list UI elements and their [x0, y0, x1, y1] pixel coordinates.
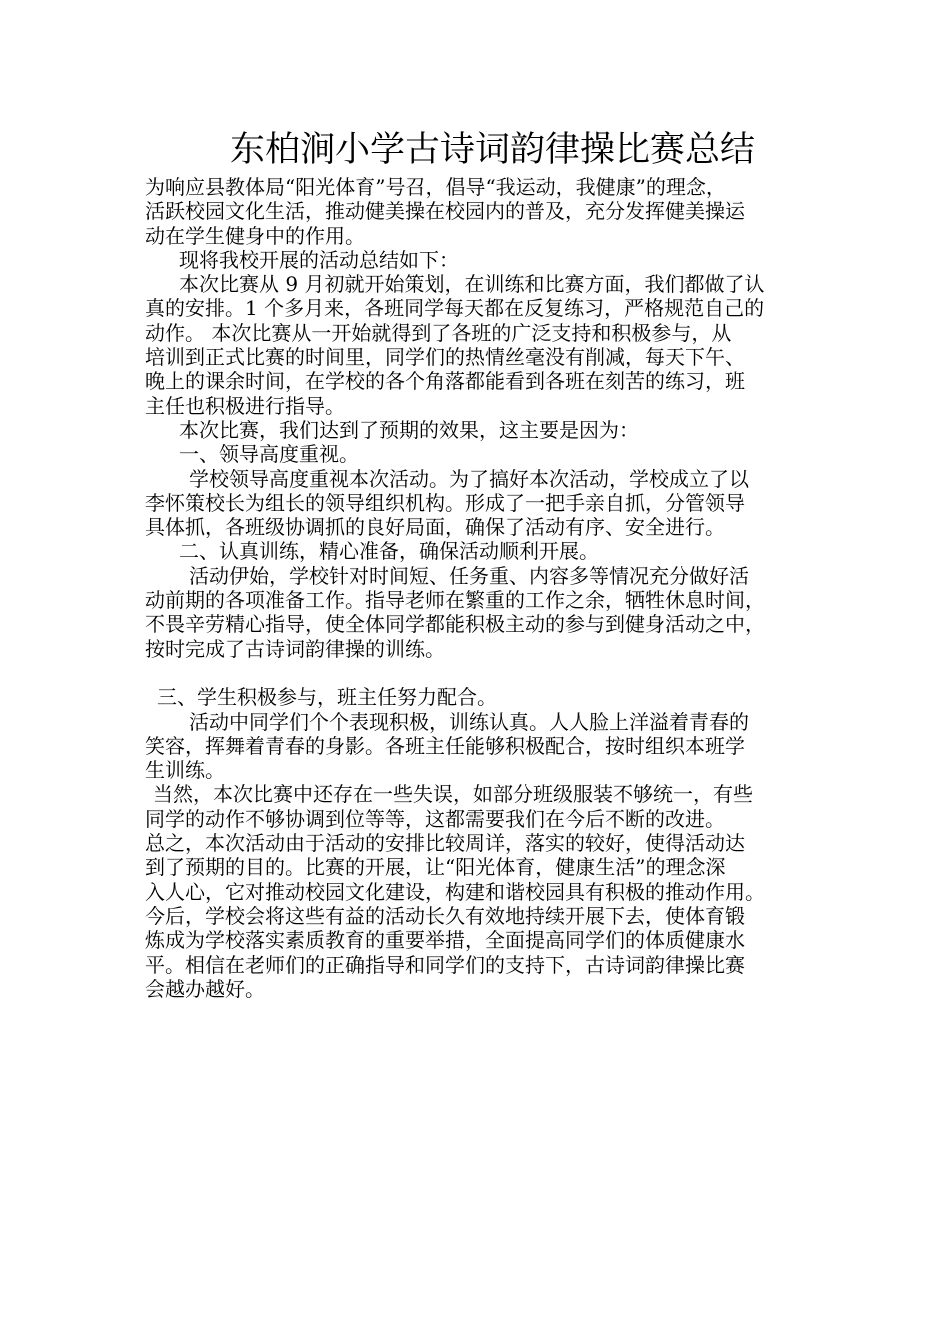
paragraph-line: 平。相信在老师们的正确指导和同学们的支持下，古诗词韵律操比赛: [145, 952, 745, 977]
blank-line: [145, 661, 825, 685]
document-title: 东柏涧小学古诗词韵律操比赛总结: [229, 130, 755, 170]
paragraph-line: 动前期的各项准备工作。指导老师在繁重的工作之余，牺牲休息时间，: [145, 588, 765, 613]
paragraph-line: 生训练。: [145, 758, 225, 783]
section-heading: 二、认真训练，精心准备，确保活动顺利开展。: [179, 539, 599, 564]
paragraph-line: 动作。 本次比赛从一开始就得到了各班的广泛支持和积极参与，从: [145, 320, 732, 345]
paragraph-line: 本次比赛，我们达到了预期的效果，这主要是因为：: [179, 417, 639, 442]
paragraph-line: 会越办越好。: [145, 976, 265, 1001]
paragraph-line: 具体抓，各班级协调抓的良好局面，确保了活动有序、安全进行。: [145, 515, 725, 540]
paragraph-line: 李怀策校长为组长的领导组织机构。形成了一把手亲自抓，分管领导: [145, 490, 745, 515]
paragraph-line: 活动中同学们个个表现积极，训练认真。人人脸上洋溢着青春的: [189, 709, 749, 734]
paragraph-line: 为响应县教体局“阳光体育”号召，倡导“我运动，我健康”的理念，: [145, 175, 726, 199]
paragraph-line: 到了预期的目的。比赛的开展，让“阳光体育，健康生活”的理念深: [145, 855, 726, 880]
paragraph-line: 动在学生健身中的作用。: [145, 223, 365, 248]
paragraph-line: 今后，学校会将这些有益的活动长久有效地持续开展下去，使体育锻: [145, 903, 745, 928]
paragraph-line: 不畏辛劳精心指导，使全体同学都能积极主动的参与到健身活动之中，: [145, 612, 765, 637]
paragraph-line: 入人心，它对推动校园文化建设，构建和谐校园具有积极的推动作用。: [145, 879, 765, 904]
paragraph-line: 总之，本次活动由于活动的安排比较周详，落实的较好，使得活动达: [145, 831, 745, 856]
paragraph-line: 同学的动作不够协调到位等等，这都需要我们在今后不断的改进。: [145, 806, 725, 831]
document-body: [145, 175, 825, 1001]
paragraph-line: 笑容，挥舞着青春的身影。各班主任能够积极配合，按时组织本班学: [145, 733, 745, 758]
paragraph-line: 现将我校开展的活动总结如下：: [179, 247, 459, 272]
paragraph-line: 活跃校园文化生活，推动健美操在校园内的普及，充分发挥健美操运: [145, 199, 745, 224]
paragraph-line: 培训到正式比赛的时间里，同学们的热情丝毫没有削减，每天下午、: [145, 345, 745, 370]
section-heading: 一、领导高度重视。: [179, 442, 359, 467]
paragraph-line: 学校领导高度重视本次活动。为了搞好本次活动，学校成立了以: [189, 466, 749, 491]
section-heading: 三、学生积极参与，班主任努力配合。: [157, 685, 497, 710]
paragraph-line: 本次比赛从 9 月初就开始策划，在训练和比赛方面，我们都做了认: [179, 272, 765, 297]
paragraph-line: 按时完成了古诗词韵律操的训练。: [145, 636, 445, 661]
paragraph-line: 真的安排。1 个多月来，各班同学每天都在反复练习，严格规范自己的: [145, 296, 765, 321]
paragraph-line: 当然，本次比赛中还存在一些失误，如部分班级服装不够统一，有些: [153, 782, 753, 807]
paragraph-line: 晚上的课余时间，在学校的各个角落都能看到各班在刻苦的练习，班: [145, 369, 745, 394]
paragraph-line: 炼成为学校落实素质教育的重要举措，全面提高同学们的体质健康水: [145, 928, 745, 953]
paragraph-line: 活动伊始，学校针对时间短、任务重、内容多等情况充分做好活: [189, 563, 749, 588]
paragraph-line: 主任也积极进行指导。: [145, 393, 345, 418]
